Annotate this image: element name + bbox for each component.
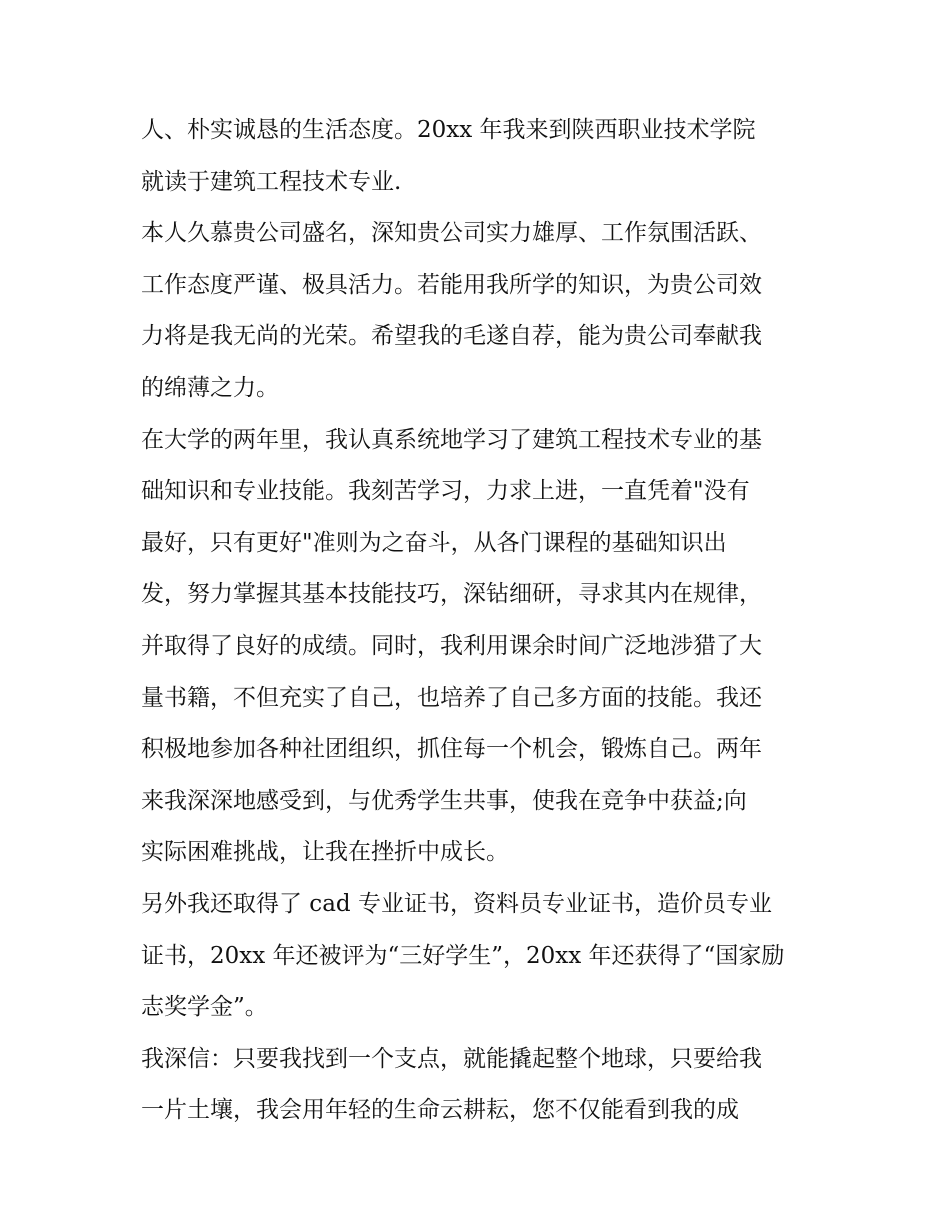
text-line: 在大学的两年里，我认真系统地学习了建筑工程技术专业的基 <box>141 426 762 453</box>
text-line: 我深信：只要我找到一个支点，就能撬起整个地球，只要给我 <box>141 1045 762 1072</box>
text-line: 实际困难挑战，让我在挫折中成长。 <box>141 839 509 866</box>
text-line: 工作态度严谨、极具活力。若能用我所学的知识，为贵公司效 <box>141 271 762 298</box>
text-line: 人、朴实诚恳的生活态度。20xx 年我来到陕西职业技术学院 <box>141 117 756 143</box>
letter-body <box>141 105 831 1137</box>
text-line: 来我深深地感受到，与优秀学生共事，使我在竞争中获益;向 <box>141 787 747 814</box>
text-line: 最好，只有更好"准则为之奋斗，从各门课程的基础知识出 <box>141 529 727 556</box>
text-line: 另外我还取得了 cad 专业证书，资料员专业证书，造价员专业 <box>141 890 772 917</box>
text-line: 量书籍，不但充实了自己，也培养了自己多方面的技能。我还 <box>141 684 762 711</box>
text-line: 就读于建筑工程技术专业. <box>141 168 402 195</box>
text-line: 力将是我无尚的光荣。希望我的毛遂自荐，能为贵公司奉献我 <box>141 323 762 350</box>
text-line: 的绵薄之力。 <box>141 374 279 401</box>
text-line: 一片土壤，我会用年轻的生命云耕耘，您不仅能看到我的成 <box>141 1097 739 1124</box>
text-line: 本人久慕贵公司盛名，深知贵公司实力雄厚、工作氛围活跃、 <box>141 220 762 247</box>
text-line: 积极地参加各种社团组织，抓住每一个机会，锻炼自己。两年 <box>141 736 762 763</box>
text-line: 础知识和专业技能。我刻苦学习，力求上进，一直凭着"没有 <box>141 478 750 505</box>
text-line: 发，努力掌握其基本技能技巧，深钻细研，寻求其内在规律， <box>141 581 762 608</box>
text-line: 证书，20xx 年还被评为“三好学生”，20xx 年还获得了“国家励 <box>141 942 785 969</box>
text-line: 并取得了良好的成绩。同时，我利用课余时间广泛地涉猎了大 <box>141 632 762 659</box>
text-line: 志奖学金”。 <box>141 994 268 1021</box>
